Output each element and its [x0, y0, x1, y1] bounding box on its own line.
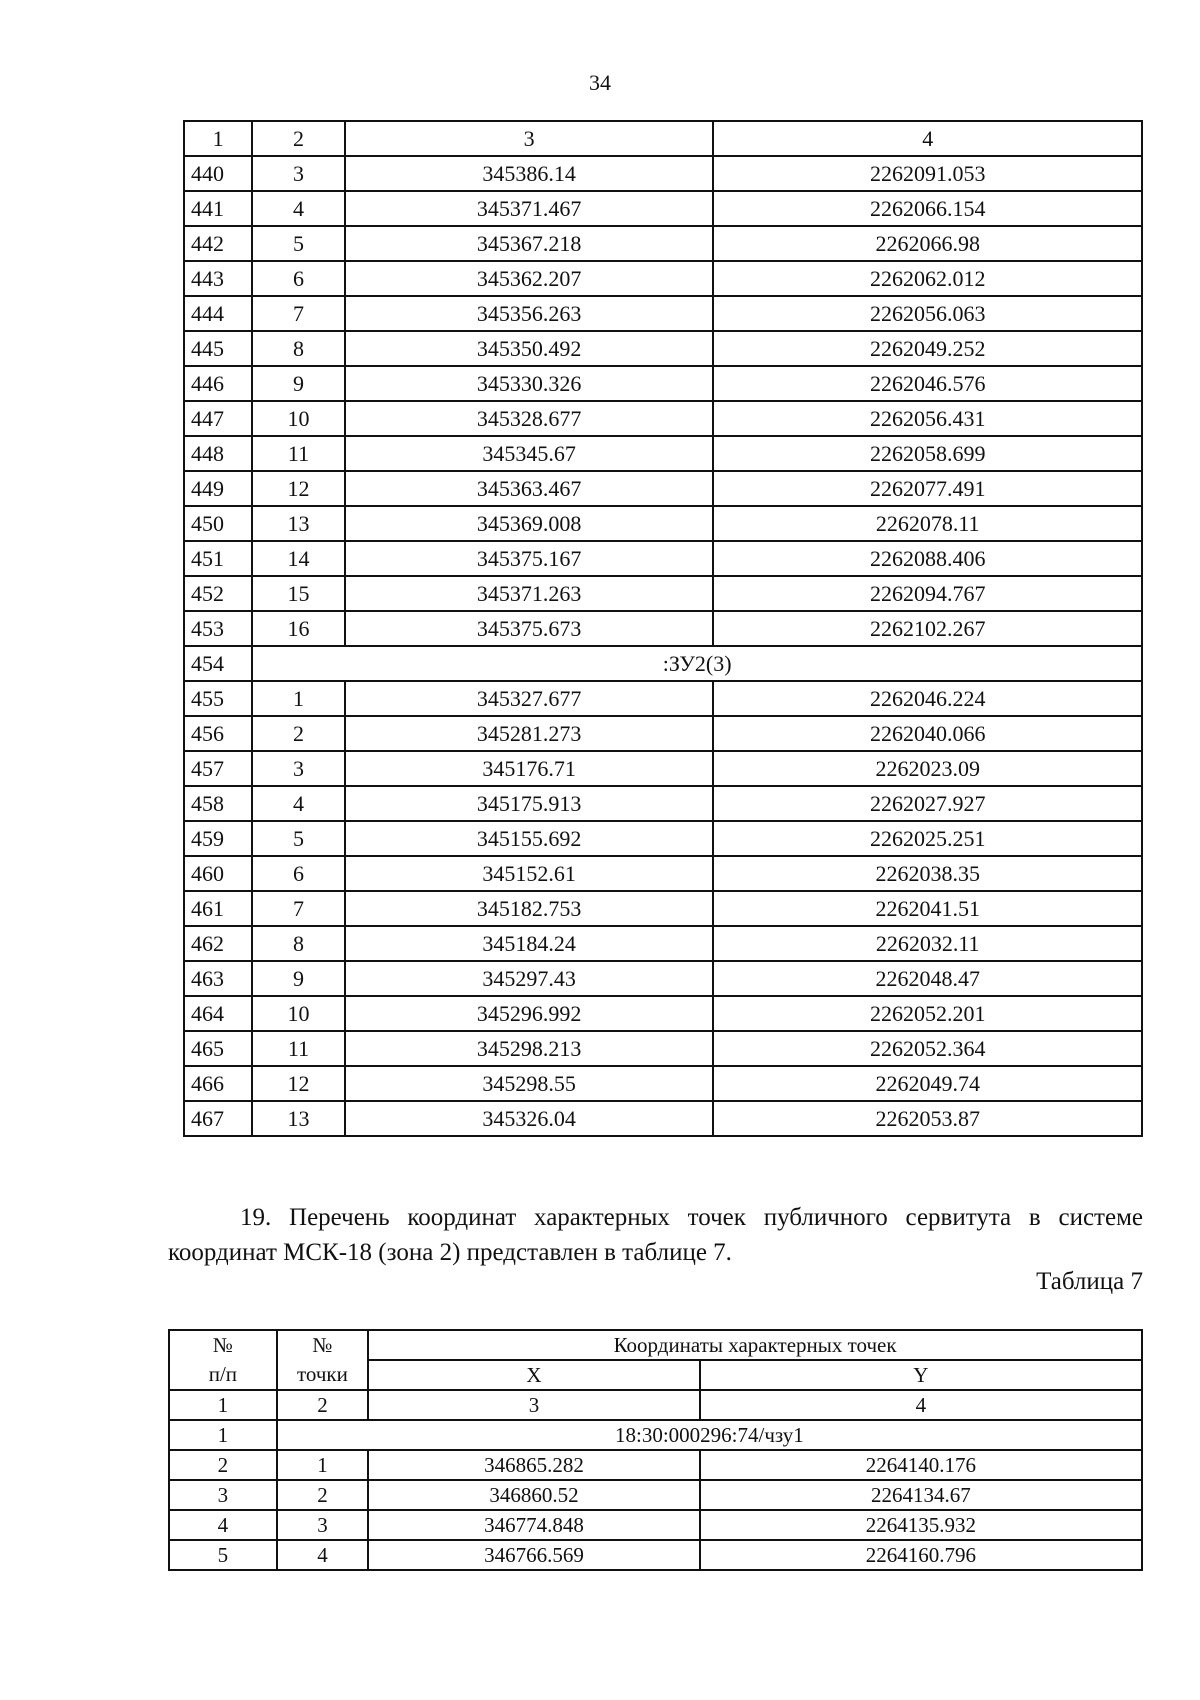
point-number-cell: 8 — [252, 331, 344, 366]
x-coordinate-cell: 345298.213 — [345, 1031, 714, 1066]
y-coordinate-cell: 2262048.47 — [713, 961, 1142, 996]
coordinates-table — [183, 120, 1143, 1137]
y-coordinate-cell: 2262062.012 — [713, 261, 1142, 296]
row-number-cell: 456 — [184, 716, 252, 751]
column-number-row — [169, 1390, 1142, 1420]
y-coordinate-cell: 2264140.176 — [700, 1450, 1142, 1480]
y-coordinate-cell: 2262041.51 — [713, 891, 1142, 926]
row-number-cell: 457 — [184, 751, 252, 786]
point-number-cell: 2 — [277, 1480, 368, 1510]
y-coordinate-cell: 2262052.201 — [713, 996, 1142, 1031]
point-number-cell: 14 — [252, 541, 344, 576]
table-row — [169, 1480, 1142, 1510]
row-number-cell: 462 — [184, 926, 252, 961]
y-coordinate-cell: 2262025.251 — [713, 821, 1142, 856]
x-coordinate-cell: 346860.52 — [368, 1480, 700, 1510]
x-coordinate-cell: 345375.167 — [345, 541, 714, 576]
row-number-cell: 440 — [184, 156, 252, 191]
table-row — [184, 226, 1142, 261]
y-coordinate-cell: 2262056.431 — [713, 401, 1142, 436]
x-coordinate-cell: 345362.207 — [345, 261, 714, 296]
point-number-cell: 8 — [252, 926, 344, 961]
y-coordinate-cell: 2262091.053 — [713, 156, 1142, 191]
row-number-cell: 2 — [169, 1450, 277, 1480]
paragraph-19: 19. Перечень координат характерных точек публичного сервитута в системе координат МСК-18 (зона 2) представлен в таблице 7. — [168, 1204, 1143, 1266]
row-number-header-sub: п/п — [169, 1360, 277, 1390]
x-coordinate-cell: 345152.61 — [345, 856, 714, 891]
row-number-cell: 447 — [184, 401, 252, 436]
y-coordinate-cell: 2262056.063 — [713, 296, 1142, 331]
table-row — [184, 891, 1142, 926]
y-coordinate-cell: 2262102.267 — [713, 611, 1142, 646]
x-coordinate-cell: 345184.24 — [345, 926, 714, 961]
point-number-cell: 11 — [252, 436, 344, 471]
table-row — [184, 506, 1142, 541]
row-number-cell: 445 — [184, 331, 252, 366]
table-row — [184, 296, 1142, 331]
row-number-header: № — [169, 1330, 277, 1360]
point-number-cell: 5 — [252, 226, 344, 261]
x-coordinate-cell: 345296.992 — [345, 996, 714, 1031]
row-number-cell: 455 — [184, 681, 252, 716]
x-coordinate-cell: 345363.467 — [345, 471, 714, 506]
table-row — [184, 331, 1142, 366]
table-row — [184, 191, 1142, 226]
y-coordinate-cell: 2262046.576 — [713, 366, 1142, 401]
row-number-cell: 464 — [184, 996, 252, 1031]
table-row — [184, 716, 1142, 751]
x-coordinate-cell: 345369.008 — [345, 506, 714, 541]
table-row — [169, 1510, 1142, 1540]
point-number-cell: 4 — [277, 1540, 368, 1570]
y-coordinate-cell: 2262046.224 — [713, 681, 1142, 716]
row-number-cell: 1 — [169, 1420, 277, 1450]
x-coordinate-cell: 345155.692 — [345, 821, 714, 856]
table-row — [169, 1450, 1142, 1480]
y-coordinate-cell: 2262078.11 — [713, 506, 1142, 541]
y-coordinate-cell: 2262032.11 — [713, 926, 1142, 961]
x-coordinate-cell: 345182.753 — [345, 891, 714, 926]
point-number-cell: 2 — [252, 716, 344, 751]
x-coordinate-cell: 345356.263 — [345, 296, 714, 331]
table-row — [169, 1540, 1142, 1570]
row-number-cell: 465 — [184, 1031, 252, 1066]
point-number-cell: 10 — [252, 401, 344, 436]
row-number-cell: 466 — [184, 1066, 252, 1101]
row-number-cell: 453 — [184, 611, 252, 646]
x-coordinate-cell: 345330.326 — [345, 366, 714, 401]
x-coordinate-cell: 345345.67 — [345, 436, 714, 471]
point-number-header: № — [277, 1330, 368, 1360]
table-row — [184, 436, 1142, 471]
row-number-cell: 450 — [184, 506, 252, 541]
point-number-cell: 4 — [252, 786, 344, 821]
x-coordinate-cell: 345367.218 — [345, 226, 714, 261]
table-row — [184, 821, 1142, 856]
point-number-cell: 6 — [252, 261, 344, 296]
coordinates-header: Координаты характерных точек — [368, 1330, 1142, 1360]
table-row — [184, 961, 1142, 996]
servitude-coordinates-table — [168, 1329, 1143, 1571]
y-header: Y — [700, 1360, 1142, 1390]
column-number-cell: 4 — [713, 121, 1142, 156]
x-coordinate-cell: 346774.848 — [368, 1510, 700, 1540]
y-coordinate-cell: 2262066.98 — [713, 226, 1142, 261]
x-coordinate-cell: 345176.71 — [345, 751, 714, 786]
table-row — [184, 1031, 1142, 1066]
column-number-cell: 3 — [345, 121, 714, 156]
x-coordinate-cell: 345327.677 — [345, 681, 714, 716]
y-coordinate-cell: 2262038.35 — [713, 856, 1142, 891]
point-number-cell: 11 — [252, 1031, 344, 1066]
row-number-cell: 467 — [184, 1101, 252, 1136]
x-coordinate-cell: 345371.467 — [345, 191, 714, 226]
y-coordinate-cell: 2262049.74 — [713, 1066, 1142, 1101]
row-number-cell: 443 — [184, 261, 252, 296]
column-number-cell: 2 — [277, 1390, 368, 1420]
point-number-cell: 4 — [252, 191, 344, 226]
row-number-cell: 5 — [169, 1540, 277, 1570]
y-coordinate-cell: 2262023.09 — [713, 751, 1142, 786]
x-header: X — [368, 1360, 700, 1390]
x-coordinate-cell: 345375.673 — [345, 611, 714, 646]
table-header-row — [169, 1360, 1142, 1390]
y-coordinate-cell: 2262094.767 — [713, 576, 1142, 611]
row-number-cell: 460 — [184, 856, 252, 891]
table-header-row — [184, 121, 1142, 156]
section-row — [184, 646, 1142, 681]
row-number-cell: 452 — [184, 576, 252, 611]
section-label: :ЗУ2(3) — [252, 646, 1142, 681]
table-row — [184, 996, 1142, 1031]
row-number-cell: 454 — [184, 646, 252, 681]
table-row — [184, 681, 1142, 716]
x-coordinate-cell: 345350.492 — [345, 331, 714, 366]
column-number-cell: 1 — [169, 1390, 277, 1420]
point-number-cell: 12 — [252, 1066, 344, 1101]
row-number-cell: 449 — [184, 471, 252, 506]
row-number-cell: 448 — [184, 436, 252, 471]
x-coordinate-cell: 345175.913 — [345, 786, 714, 821]
y-coordinate-cell: 2262049.252 — [713, 331, 1142, 366]
table-row — [184, 471, 1142, 506]
row-number-cell: 444 — [184, 296, 252, 331]
x-coordinate-cell: 345298.55 — [345, 1066, 714, 1101]
x-coordinate-cell: 345326.04 — [345, 1101, 714, 1136]
table-row — [184, 261, 1142, 296]
table-row — [184, 1066, 1142, 1101]
row-number-cell: 3 — [169, 1480, 277, 1510]
y-coordinate-cell: 2264134.67 — [700, 1480, 1142, 1510]
x-coordinate-cell: 345328.677 — [345, 401, 714, 436]
x-coordinate-cell: 345281.273 — [345, 716, 714, 751]
table-row — [184, 156, 1142, 191]
point-number-cell: 10 — [252, 996, 344, 1031]
point-number-cell: 9 — [252, 961, 344, 996]
point-number-cell: 3 — [252, 751, 344, 786]
table-row — [184, 856, 1142, 891]
point-number-cell: 1 — [252, 681, 344, 716]
point-number-cell: 9 — [252, 366, 344, 401]
row-number-cell: 461 — [184, 891, 252, 926]
column-number-cell: 2 — [252, 121, 344, 156]
row-number-cell: 458 — [184, 786, 252, 821]
page-number: 34 — [589, 70, 611, 95]
y-coordinate-cell: 2262088.406 — [713, 541, 1142, 576]
y-coordinate-cell: 2262053.87 — [713, 1101, 1142, 1136]
table-row — [184, 576, 1142, 611]
y-coordinate-cell: 2264160.796 — [700, 1540, 1142, 1570]
y-coordinate-cell: 2262066.154 — [713, 191, 1142, 226]
table-row — [184, 1101, 1142, 1136]
y-coordinate-cell: 2262027.927 — [713, 786, 1142, 821]
y-coordinate-cell: 2264135.932 — [700, 1510, 1142, 1540]
row-number-cell: 451 — [184, 541, 252, 576]
table-row — [184, 751, 1142, 786]
row-number-cell: 459 — [184, 821, 252, 856]
section-row — [169, 1420, 1142, 1450]
table-row — [184, 366, 1142, 401]
point-number-cell: 16 — [252, 611, 344, 646]
y-coordinate-cell: 2262058.699 — [713, 436, 1142, 471]
table-row — [184, 926, 1142, 961]
point-number-cell: 7 — [252, 296, 344, 331]
y-coordinate-cell: 2262077.491 — [713, 471, 1142, 506]
table-row — [184, 541, 1142, 576]
column-number-cell: 4 — [700, 1390, 1142, 1420]
table-row — [184, 786, 1142, 821]
row-number-cell: 442 — [184, 226, 252, 261]
column-number-cell: 3 — [368, 1390, 700, 1420]
point-number-cell: 3 — [252, 156, 344, 191]
x-coordinate-cell: 345371.263 — [345, 576, 714, 611]
row-number-cell: 446 — [184, 366, 252, 401]
point-number-cell: 7 — [252, 891, 344, 926]
point-number-cell: 5 — [252, 821, 344, 856]
point-number-cell: 6 — [252, 856, 344, 891]
point-number-cell: 3 — [277, 1510, 368, 1540]
point-number-cell: 1 — [277, 1450, 368, 1480]
table-row — [184, 401, 1142, 436]
table-header-row — [169, 1330, 1142, 1360]
row-number-cell: 441 — [184, 191, 252, 226]
point-number-cell: 13 — [252, 1101, 344, 1136]
y-coordinate-cell: 2262052.364 — [713, 1031, 1142, 1066]
point-number-header-sub: точки — [277, 1360, 368, 1390]
row-number-cell: 4 — [169, 1510, 277, 1540]
section-label: 18:30:000296:74/чзу1 — [277, 1420, 1142, 1450]
point-number-cell: 13 — [252, 506, 344, 541]
x-coordinate-cell: 345386.14 — [345, 156, 714, 191]
table-row — [184, 611, 1142, 646]
point-number-cell: 15 — [252, 576, 344, 611]
column-number-cell: 1 — [184, 121, 252, 156]
table-caption: Таблица 7 — [1036, 1268, 1143, 1295]
y-coordinate-cell: 2262040.066 — [713, 716, 1142, 751]
x-coordinate-cell: 346766.569 — [368, 1540, 700, 1570]
x-coordinate-cell: 346865.282 — [368, 1450, 700, 1480]
row-number-cell: 463 — [184, 961, 252, 996]
x-coordinate-cell: 345297.43 — [345, 961, 714, 996]
point-number-cell: 12 — [252, 471, 344, 506]
